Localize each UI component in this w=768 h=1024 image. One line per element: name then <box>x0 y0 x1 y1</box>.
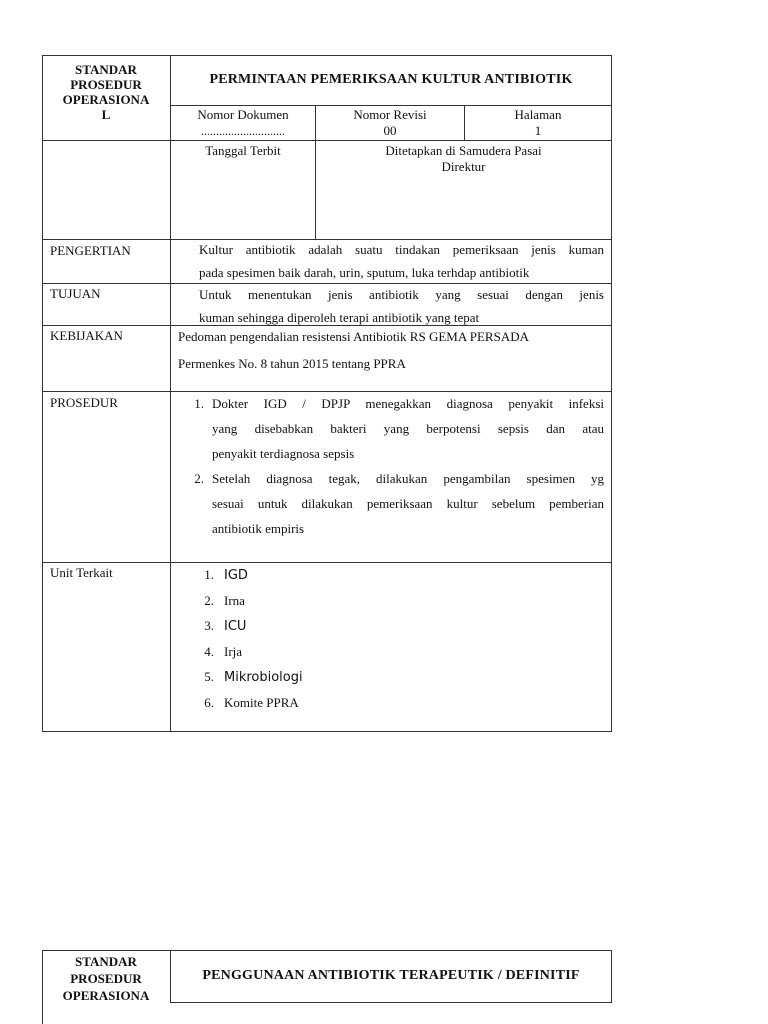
unit-terkait-text: Irna <box>224 593 245 608</box>
document-title: PERMINTAAN PEMERIKSAAN KULTUR ANTIBIOTIK <box>209 72 573 87</box>
kebijakan-line: Pedoman pengendalian resistensi Antibiotik RS GEMA PERSADA <box>178 329 529 344</box>
tujuan-line: Untuk menentukan jenis antibiotik yang sesuai dengan jenis <box>199 287 604 302</box>
unit-terkait-list <box>178 562 604 715</box>
sop-label-line: STANDAR <box>75 62 137 77</box>
prosedur-item-line: yang disebabkan bakteri yang berpotensi sepsis dan atau <box>212 421 604 436</box>
unit-terkait-text: IGD <box>224 568 248 583</box>
pengertian-line: Kultur antibiotik adalah suatu tindakan pemeriksaan jenis kuman <box>199 242 604 257</box>
unit-terkait-text: Mikrobiologi <box>224 670 303 685</box>
prosedur-item-line: Dokter IGD / DPJP menegakkan diagnosa penyakit infeksi <box>212 396 604 411</box>
unit-terkait-number: 4. <box>204 644 214 659</box>
sop-label-line: L <box>101 107 111 122</box>
unit-terkait-text: ICU <box>224 619 247 634</box>
tujuan-label: TUJUAN <box>50 286 101 301</box>
unit-terkait-label: Unit Terkait <box>50 565 113 580</box>
sop-label-2 <box>42 953 170 1004</box>
prosedur-item-line: antibiotik empiris <box>212 521 305 536</box>
unit-terkait-text: Komite PPRA <box>224 695 299 710</box>
unit-terkait-number: 3. <box>204 618 214 633</box>
kebijakan-line: Permenkes No. 8 tahun 2015 tentang PPRA <box>178 356 406 371</box>
pengertian-text <box>199 238 604 284</box>
prosedur-list <box>178 391 604 541</box>
halaman-value: 1 <box>534 123 542 138</box>
pengertian-label: PENGERTIAN <box>50 243 131 258</box>
unit-terkait-item <box>178 639 604 664</box>
unit-terkait-number: 6. <box>204 695 214 710</box>
unit-terkait-text: Irja <box>224 644 243 659</box>
prosedur-item <box>178 466 604 541</box>
sop-label <box>42 62 170 122</box>
unit-terkait-item <box>178 613 604 639</box>
prosedur-item-line: penyakit terdiagnosa sepsis <box>212 446 355 461</box>
ditetapkan <box>316 143 611 175</box>
kebijakan-label: KEBIJAKAN <box>50 328 123 343</box>
prosedur-item-number: 1. <box>194 396 204 411</box>
prosedur-label: PROSEDUR <box>50 395 118 410</box>
sop-label-line: OPERASIONA <box>62 92 150 107</box>
nomor-dokumen-value: ............................ <box>201 124 285 138</box>
prosedur-item <box>178 391 604 466</box>
tanggal-terbit-label: Tanggal Terbit <box>205 143 281 158</box>
unit-terkait-item <box>178 562 604 588</box>
kebijakan-text <box>178 323 604 377</box>
unit-terkait-number: 2. <box>204 593 214 608</box>
unit-terkait-number: 5. <box>204 669 214 684</box>
ditetapkan-place: Ditetapkan di Samudera Pasai <box>385 143 542 158</box>
pengertian-line: pada spesimen baik darah, urin, sputum, luka terhdap antibiotik <box>199 265 530 280</box>
prosedur-item-number: 2. <box>194 471 204 486</box>
sop-label-line: STANDAR <box>75 954 137 969</box>
ditetapkan-role: Direktur <box>441 159 486 174</box>
sop-label-line: PROSEDUR <box>70 971 142 986</box>
document-title-2: PENGGUNAAN ANTIBIOTIK TERAPEUTIK / DEFINITIF <box>202 968 580 983</box>
prosedur-item-line: Setelah diagnosa tegak, dilakukan pengambilan spesimen yg <box>212 471 604 486</box>
sop-label-line: PROSEDUR <box>70 77 142 92</box>
prosedur-item-line: sesuai untuk dilakukan pemeriksaan kultur sebelum pemberian <box>212 496 604 511</box>
halaman-label: Halaman <box>514 107 562 122</box>
unit-terkait-item <box>178 690 604 715</box>
nomor-revisi <box>316 107 464 139</box>
unit-terkait-number: 1. <box>204 567 214 582</box>
sop-label-line: OPERASIONA <box>62 988 150 1003</box>
unit-terkait-item <box>178 588 604 613</box>
nomor-revisi-value: 00 <box>383 123 397 138</box>
nomor-dokumen-label: Nomor Dokumen <box>197 107 289 122</box>
unit-terkait-item <box>178 664 604 690</box>
halaman <box>465 107 611 139</box>
nomor-dokumen <box>171 107 315 139</box>
nomor-revisi-label: Nomor Revisi <box>353 107 427 122</box>
tujuan-line: kuman sehingga diperoleh terapi antibiotik yang tepat <box>199 310 480 325</box>
